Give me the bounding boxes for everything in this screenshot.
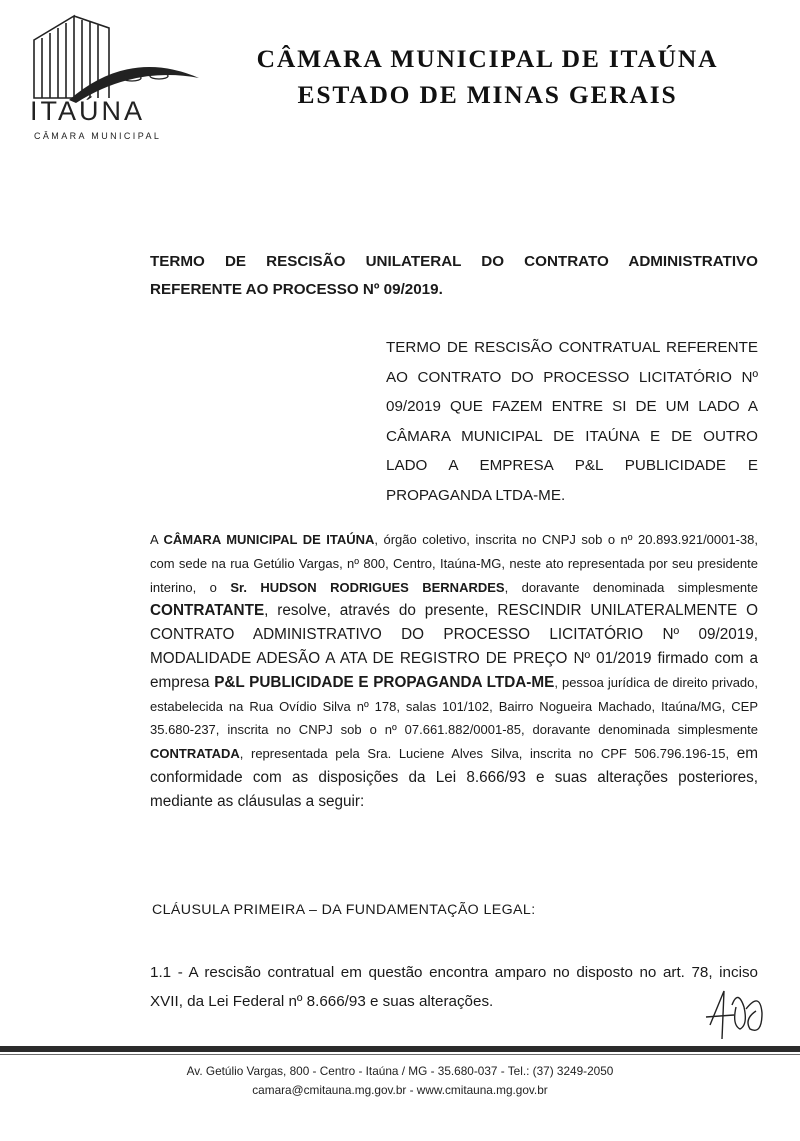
footer-rule <box>0 1046 800 1052</box>
body-text: , doravante denominada simplesmente <box>504 579 758 595</box>
clause-text: 1.1 - A rescisão contratual em questão encontra amparo no disposto no art. 78, inciso XVII, da Lei Federal nº 8.666/93 e suas alterações. <box>150 964 758 1010</box>
contratada-label: CONTRATADA <box>150 746 240 762</box>
body-text: A <box>150 532 164 547</box>
handwritten-initials-icon <box>702 985 772 1043</box>
footer-address: Av. Getúlio Vargas, 800 - Centro - Itaúna / MG - 35.680-037 - Tel.: (37) 3249-2050 <box>186 1064 614 1078</box>
body-text: , resolve, através do presente, RESCINDIR UNILATERALMENTE O CONTRATO ADMINISTRATIVO DO PROCESSO LICITATÓRIO Nº 09/2019, MODALIDADE ADESÃO A ATA DE REGISTRO DE PREÇO Nº 01/2019 firmado com a empresa <box>150 602 758 691</box>
main-paragraph <box>150 528 758 814</box>
letterhead-title: CÂMARA MUNICIPAL DE ITAÚNA <box>256 44 719 73</box>
clause-heading: CLÁUSULA PRIMEIRA – DA FUNDAMENTAÇÃO LEGAL: <box>152 902 536 918</box>
document-title: TERMO DE RESCISÃO UNILATERAL DO CONTRATO ADMINISTRATIVO REFERENTE AO PROCESSO Nº 09/2019. <box>150 253 758 298</box>
contratante-label: CONTRATANTE <box>150 602 265 620</box>
contratada-name: P&L PUBLICIDADE E PROPAGANDA LTDA-ME <box>214 673 555 691</box>
body-text: , representada pela Sra. Luciene Alves Silva, inscrita no CPF 506.796.196-15, <box>239 746 730 762</box>
president-name: Sr. HUDSON RODRIGUES BERNARDES <box>230 579 505 595</box>
footer-contact: camara@cmitauna.mg.gov.br - www.cmitauna.mg.gov.br <box>252 1083 548 1097</box>
logo-subtitle: CÂMARA MUNICIPAL <box>34 131 162 141</box>
contratante-name: CÂMARA MUNICIPAL DE ITAÚNA <box>163 532 375 547</box>
body-text: em conformidade com as disposições da Lei 8.666/93 e suas alterações posteriores, mediante as cláusulas a seguir: <box>150 745 758 810</box>
building-logo-icon <box>14 8 204 148</box>
document-summary: TERMO DE RESCISÃO CONTRATUAL REFERENTE AO CONTRATO DO PROCESSO LICITATÓRIO Nº 09/2019 QUE FAZEM ENTRE SI DE UM LADO A CÂMARA MUNICIPAL DE ITAÚNA E DE OUTRO LADO A EMPRESA P&L PUBLICIDADE E PROPAGANDA LTDA-ME. <box>386 339 758 504</box>
footer-rule-thin <box>0 1054 800 1055</box>
letterhead-subtitle: ESTADO DE MINAS GERAIS <box>297 80 678 109</box>
body-text: , pessoa jurídica de direito privado, estabelecida na Rua Ovídio Silva nº 178, salas 101/102, Bairro Nogueira Machado, Itaúna/MG, CEP 35.680-237, inscrita no CNPJ sob o nº 07.661.882/0001-85, doravante denominada simplesmente <box>150 674 758 738</box>
logo-wordmark: ITAÚNA <box>30 96 146 126</box>
body-text: , órgão coletivo, inscrita no CNPJ sob o nº 20.893.921/0001-38, com sede na rua Getúlio Vargas, nº 800, Centro, Itaúna-MG, neste ato representada por seu presidente interino, o <box>150 532 758 595</box>
